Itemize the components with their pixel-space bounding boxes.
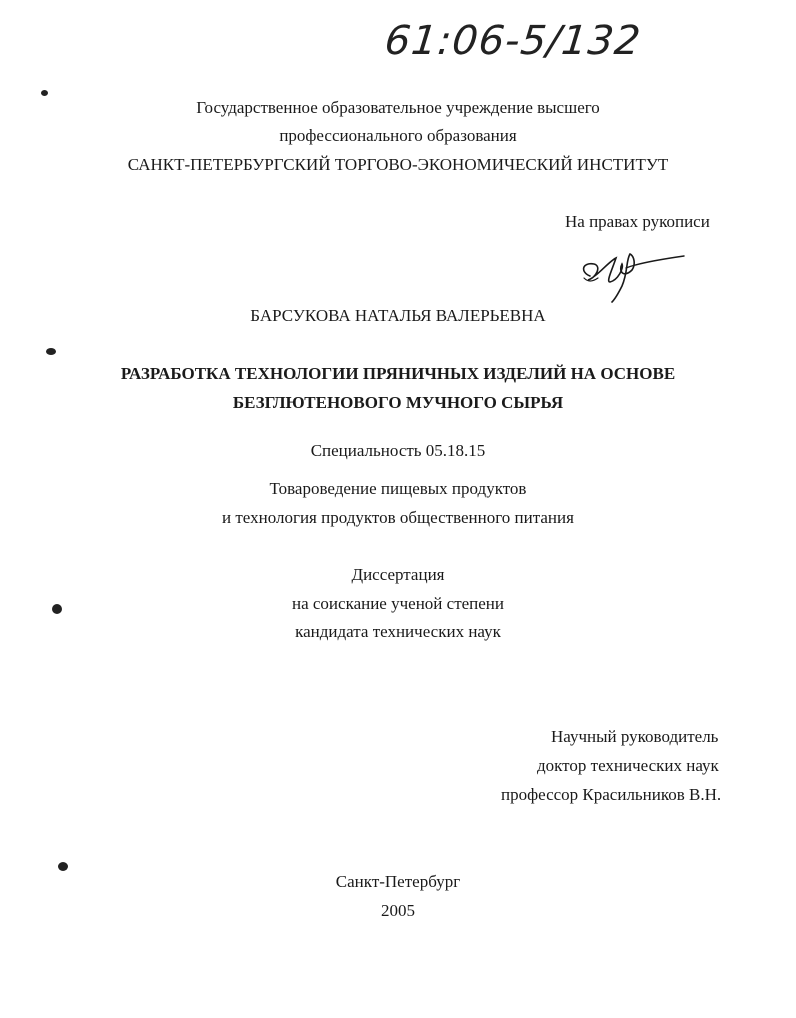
supervisor-line-2: доктор технических наук (537, 756, 719, 775)
header-line-2: профессионального образования (279, 126, 517, 145)
year: 2005 (381, 901, 415, 920)
scan-speck (58, 862, 68, 871)
supervisor-line-3: профессор Красильников В.Н. (501, 785, 722, 804)
scan-speck (46, 348, 56, 355)
scan-speck (41, 90, 48, 96)
scan-speck (52, 604, 62, 614)
specialty-name-line-1: Товароведение пищевых продуктов (269, 479, 527, 498)
degree-line-2: на соискание ученой степени (291, 594, 505, 613)
signature-image (576, 242, 686, 304)
specialty-code: Специальность 05.18.15 (310, 441, 486, 460)
title-line-2: БЕЗГЛЮТЕНОВОГО МУЧНОГО СЫРЬЯ (232, 393, 564, 412)
author-name: БАРСУКОВА НАТАЛЬЯ ВАЛЕРЬЕВНА (250, 306, 546, 325)
manuscript-rights-label: На правах рукописи (565, 212, 710, 231)
institute-name: САНКТ-ПЕТЕРБУРГСКИЙ ТОРГОВО-ЭКОНОМИЧЕСКИЙ ИНСТИТУТ (127, 155, 669, 174)
title-line-1: РАЗРАБОТКА ТЕХНОЛОГИИ ПРЯНИЧНЫХ ИЗДЕЛИЙ НА ОСНОВЕ (120, 364, 676, 383)
degree-line-3: кандидата технических наук (295, 622, 501, 641)
specialty-name-line-2: и технология продуктов общественного питания (222, 508, 574, 527)
supervisor-line-1: Научный руководитель (551, 727, 719, 746)
degree-line-1: Диссертация (351, 565, 445, 584)
archive-number-handwritten: 61:06-5/132 (382, 18, 644, 64)
header-line-1: Государственное образовательное учреждение высшего (196, 98, 600, 117)
city: Санкт-Петербург (335, 872, 461, 891)
